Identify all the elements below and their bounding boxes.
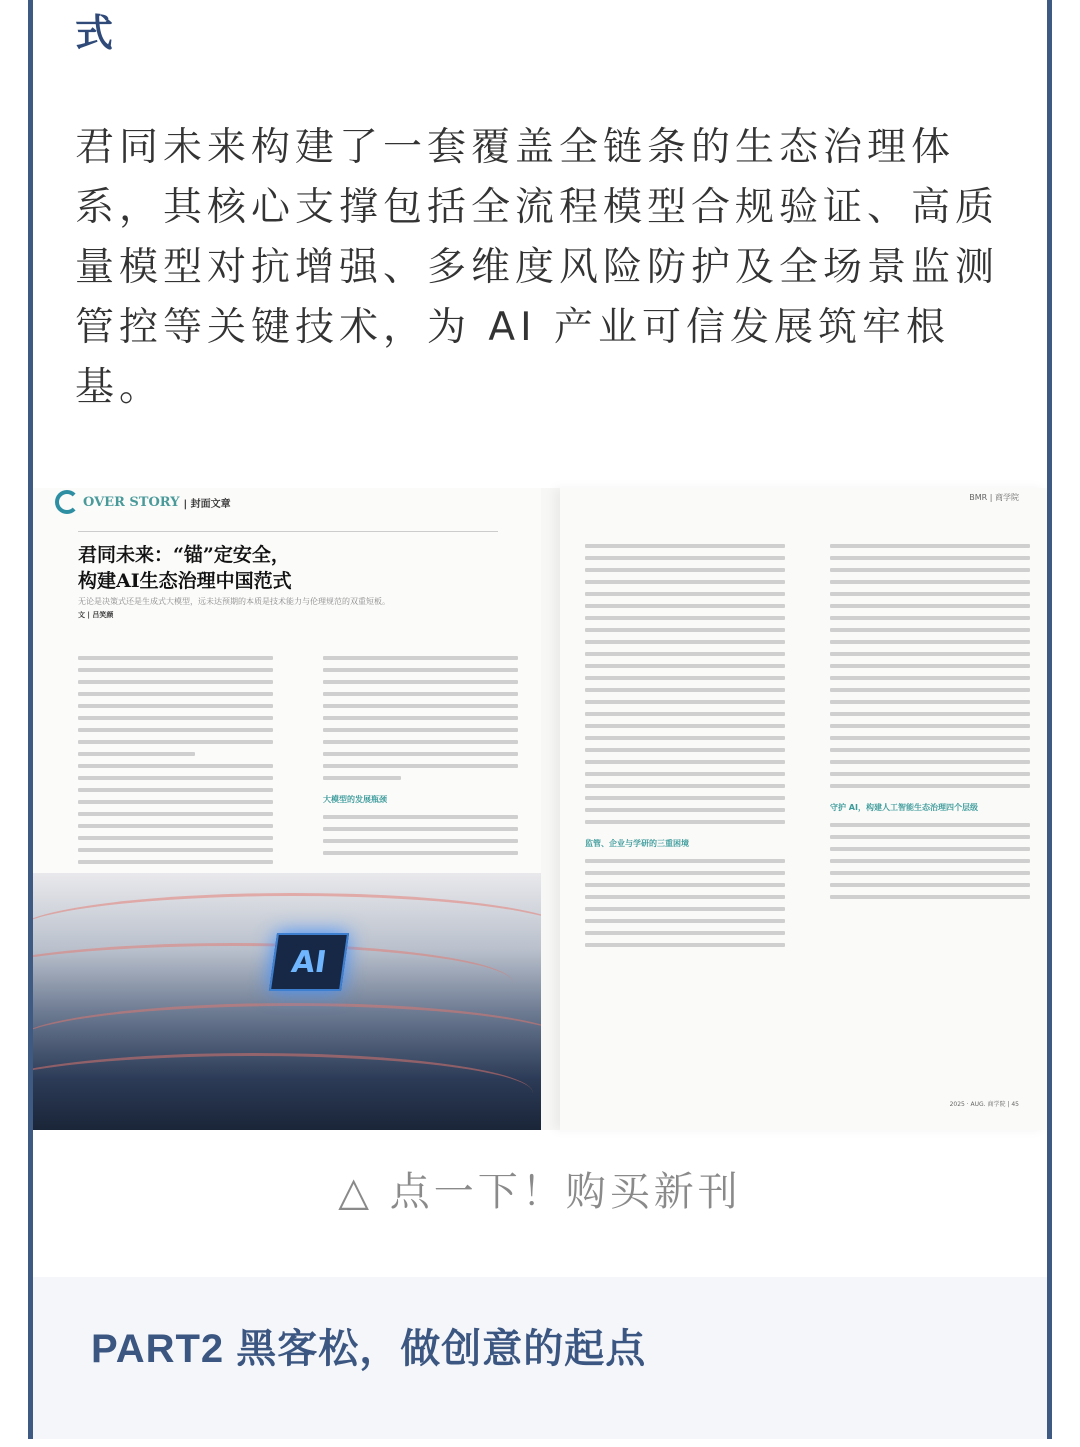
text-column xyxy=(585,544,785,947)
page-footer: 2025 · AUG. 商学院 | 45 xyxy=(949,1101,1019,1108)
magazine-right-page xyxy=(560,488,1047,1130)
magazine-title xyxy=(78,542,292,594)
title-line-2: 构建AI生态治理中国范式 xyxy=(78,570,292,592)
buy-new-issue-link[interactable]: △ 点一下！购买新刊 xyxy=(338,1169,742,1215)
right-header: BMR | 商学院 xyxy=(969,493,1019,502)
text-column xyxy=(78,656,273,864)
section-heading: 监管、企业与学研的三重困境 xyxy=(585,839,689,848)
truncated-paragraph xyxy=(91,1427,1011,1447)
section-heading: 大模型的发展瓶颈 xyxy=(323,795,387,804)
magazine-left-page xyxy=(33,488,541,1130)
text-column xyxy=(323,656,518,855)
ai-chip-illustration xyxy=(33,873,541,1130)
logo-cn: | 封面文章 xyxy=(183,498,231,510)
section-heading: 守护 AI，构建人工智能生态治理四个层级 xyxy=(830,803,978,812)
magazine-subtitle: 无论是决策式还是生成式大模型，远未达预期的本质是技术能力与伦理规范的双重短板。 xyxy=(78,597,390,606)
intro-paragraph: 君同未来构建了一套覆盖全链条的生态治理体系，其核心支撑包括全流程模型合规验证、高质量模型对抗增强、多维度风险防护及全场景监测管控等关键技术，为 AI 产业可信发展筑牢根基。 xyxy=(75,125,1000,410)
heading-fragment: 式 xyxy=(75,11,114,55)
logo-c-icon xyxy=(55,490,79,514)
magazine-author: 文 | 吕笑颜 xyxy=(78,611,114,619)
cover-story-logo xyxy=(55,490,231,514)
logo-text: OVER STORY xyxy=(83,494,180,510)
ai-chip: AI xyxy=(269,933,349,991)
part2-section xyxy=(33,1277,1047,1439)
divider xyxy=(78,531,498,532)
part2-heading: PART2 黑客松，做创意的起点 xyxy=(91,1327,647,1371)
text-column xyxy=(830,544,1030,899)
magazine-spread-image[interactable] xyxy=(33,488,1047,1130)
title-line-1: 君同未来：“锚”定安全， xyxy=(78,544,290,566)
